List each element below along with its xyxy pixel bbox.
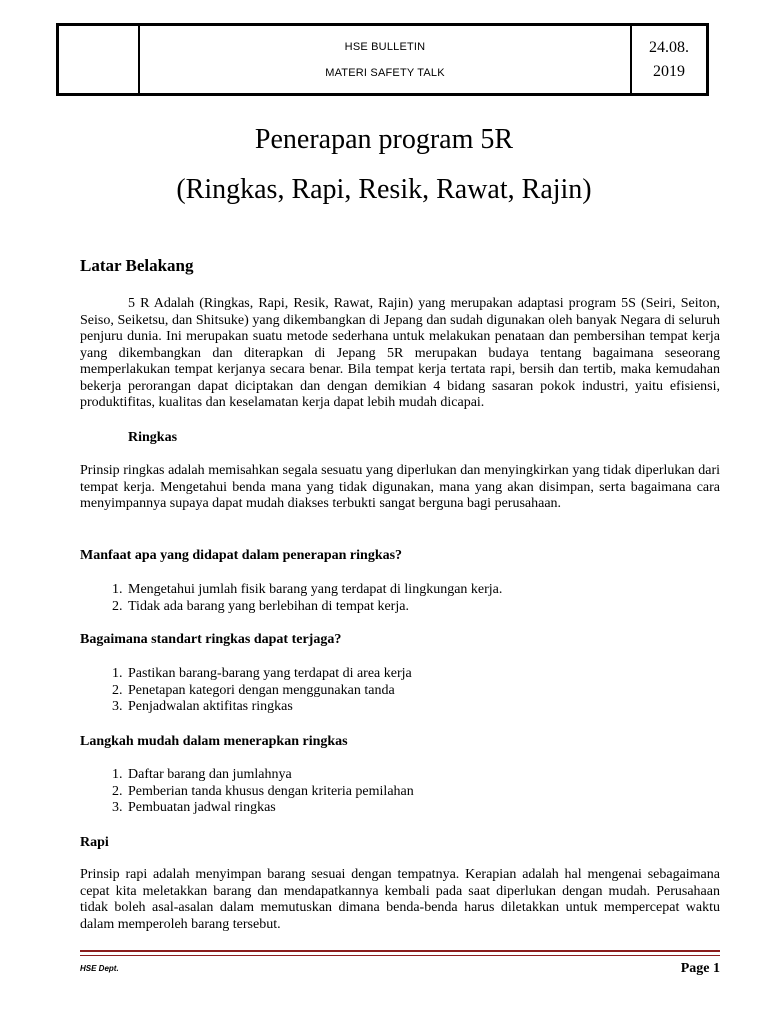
header-date-cell bbox=[632, 26, 706, 93]
page-title: Penerapan program 5R bbox=[254, 124, 514, 155]
list-3-wrap bbox=[80, 767, 720, 817]
section-heading-ringkas: Ringkas bbox=[128, 430, 178, 445]
latar-paragraph: 5 R Adalah (Ringkas, Rapi, Resik, Rawat, Rajin) yang merupakan adaptasi program 5S (Seiri, Seiton, Seiso, Seiketsu, dan Shitsuke) yang dikembangkan di Jepang dan sudah digunakan oleh banyak Negara di seluruh penjuru dunia. Ini merupakan suatu metode sederhana untuk melakukan penataan dan pembersihan tempat kerja yang dikembangkan dan diterapkan di Jepang 5R merupakan budaya tentang bagaimana seseorang memperlakukan tempat kerjanya secara benar. Bila tempat kerja tertata rapi, bersih dan tertib, maka kemudahan bekerja perorangan dapat diciptakan dan dengan demikian 4 bidang sasaran pokok industri, yaitu efisiensi, produktifitas, kualitas dan keselamatan kerja dapat lebih mudah dicapai. bbox=[80, 296, 720, 410]
footer-divider bbox=[80, 950, 720, 952]
question-langkah: Langkah mudah dalam menerapkan ringkas bbox=[80, 734, 348, 749]
question-2-wrap bbox=[80, 632, 720, 649]
footer-divider-thin bbox=[80, 955, 720, 956]
ringkas-paragraph: Prinsip ringkas adalah memisahkan segala sesuatu yang diperlukan dan menyingkirkan yang tidak diperlukan dari tempat kerja. Mengetahui benda mana yang tidak digunakan, mana yang akan disimpan, serta bagaimana cara menyimpannya supaya dapat mudah diakses terbukti sangat berguna bagi perusahaan. bbox=[80, 463, 720, 511]
rapi-paragraph: Prinsip rapi adalah menyimpan barang sesuai dengan tempatnya. Kerapian adalah hal mengenai sebagaimana cepat kita meletakkan barang dan mendapatkannya kembali pada saat diperlukan dengan mudah. Perusahaan tidak boleh asal-asalan dalam memutuskan dimana benda-benda harus diletakkan untuk mempercepat waktu dalam memperoleh barang tersebut. bbox=[80, 867, 720, 932]
section-heading-rapi: Rapi bbox=[80, 835, 109, 850]
date-line-1: 24.08. bbox=[649, 38, 689, 56]
header-table bbox=[56, 23, 709, 96]
ringkas-paragraph-wrap bbox=[80, 463, 720, 513]
list-item: 2. Pemberian tanda khusus dengan kriteria pemilahan bbox=[126, 784, 720, 801]
list-item: 1. Daftar barang dan jumlahnya bbox=[126, 767, 720, 784]
list-item: 3. Pembuatan jadwal ringkas bbox=[126, 800, 720, 817]
list-item: 2. Penetapan kategori dengan menggunakan tanda bbox=[126, 683, 720, 700]
latar-paragraph-wrap bbox=[80, 296, 720, 412]
list-item: 1. Pastikan barang-barang yang terdapat di area kerja bbox=[126, 666, 720, 683]
page-number: Page 1 bbox=[680, 961, 720, 976]
rapi-heading-wrap bbox=[80, 835, 720, 852]
question-manfaat: Manfaat apa yang didapat dalam penerapan ringkas? bbox=[80, 548, 403, 563]
header-title-cell bbox=[140, 26, 632, 93]
ringkas-heading-wrap bbox=[128, 430, 720, 447]
bulletin-subtitle: MATERI SAFETY TALK bbox=[325, 66, 445, 79]
list-manfaat bbox=[80, 582, 720, 615]
bulletin-date bbox=[649, 36, 689, 84]
section-latar-heading-wrap bbox=[80, 258, 720, 275]
section-heading-latar: Latar Belakang bbox=[80, 256, 194, 275]
bulletin-title: HSE BULLETIN bbox=[344, 40, 426, 53]
list-item: 2. Tidak ada barang yang berlebihan di tempat kerja. bbox=[126, 599, 720, 616]
rapi-paragraph-wrap bbox=[80, 867, 720, 933]
question-3-wrap bbox=[80, 734, 720, 751]
list-item: 1. Mengetahui jumlah fisik barang yang terdapat di lingkungan kerja. bbox=[126, 582, 720, 599]
date-line-2: 2019 bbox=[653, 62, 685, 80]
question-standart: Bagaimana standart ringkas dapat terjaga? bbox=[80, 632, 342, 647]
list-1-wrap bbox=[80, 582, 720, 615]
header-logo-cell bbox=[59, 26, 140, 93]
list-2-wrap bbox=[80, 666, 720, 716]
question-1-wrap bbox=[80, 548, 720, 565]
list-standart bbox=[80, 666, 720, 716]
list-item: 3. Penjadwalan aktifitas ringkas bbox=[126, 699, 720, 716]
page-subtitle: (Ringkas, Rapi, Resik, Rawat, Rajin) bbox=[176, 174, 592, 205]
footer-dept: HSE Dept. bbox=[80, 964, 119, 973]
list-langkah bbox=[80, 767, 720, 817]
